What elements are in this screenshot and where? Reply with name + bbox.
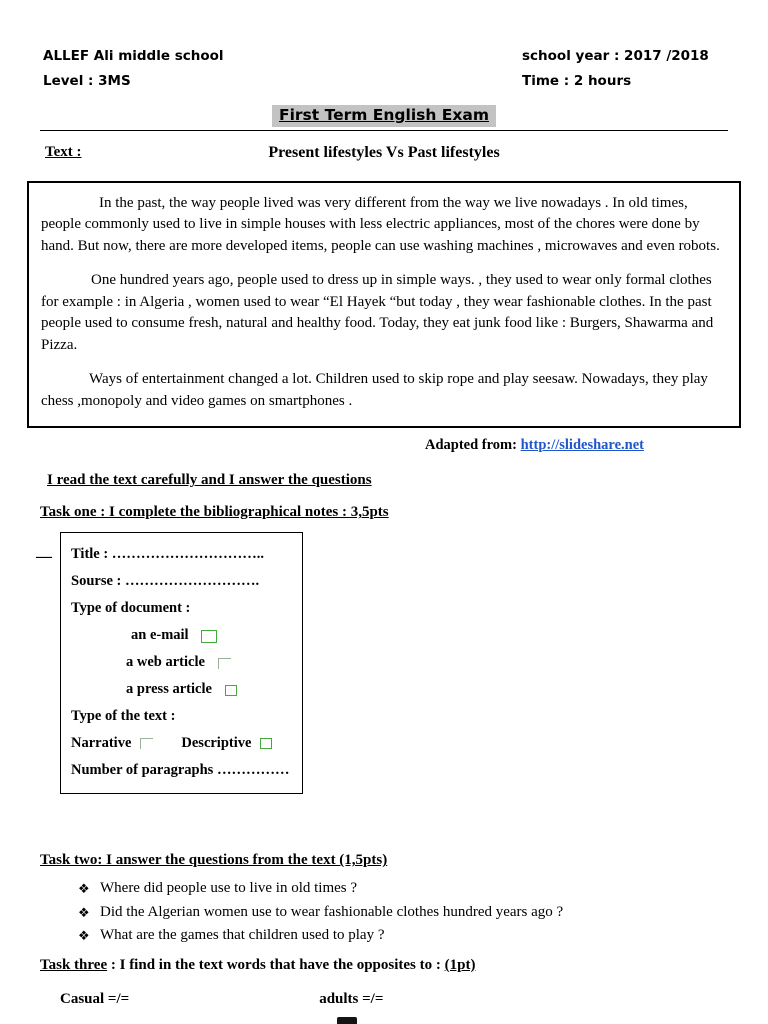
task-three-points: (1pt)	[444, 956, 476, 973]
adapted-from-label: Adapted from:	[425, 437, 517, 454]
text-type-label: Type of the text :	[71, 708, 176, 725]
task-three-label: Task three	[40, 956, 108, 973]
press-article-option-label: a press article	[126, 681, 212, 698]
bibliography-section	[0, 532, 768, 794]
descriptive-checkbox[interactable]	[260, 738, 272, 749]
question-text: What are the games that children used to play ?	[100, 927, 385, 944]
question-row	[78, 925, 768, 947]
passage-paragraph-3: Ways of entertainment changed a lot. Children used to skip rope and play seesaw. Nowadays, they play chess ,monopoly and video games on smartphones .	[41, 371, 708, 409]
header-left	[43, 44, 224, 94]
task-one-heading: Task one : I complete the bibliographical notes : 3,5pts	[40, 504, 389, 521]
bibliography-box	[60, 532, 303, 794]
passage-paragraph-1: In the past, the way people lived was very different from the way we live nowadays . In old times, people commonly used to live in simple houses with less electric appliances, most of the chores were done by hand. But now, there are more developed items, people can use washing machines , microwaves and even robots.	[41, 194, 720, 254]
passage-paragraph-2: One hundred years ago, people used to dress up in simple ways. , they used to wear only formal clothes for example : in Algeria , women used to wear “El Hayek “but today , they wear fashionable clothes. In the past people used to consume fresh, natural and healthy food. Today, they eat junk food like : Burgers, Shawarma and Pizza.	[41, 272, 714, 353]
opposites-row	[0, 991, 768, 1008]
option-web-article	[126, 653, 294, 671]
page-bottom-artifact	[337, 1017, 357, 1024]
reading-instruction: I read the text carefully and I answer the questions	[47, 472, 372, 489]
exam-time: Time : 2 hours	[522, 72, 632, 89]
passage-box	[27, 181, 741, 429]
school-name: ALLEF Ali middle school	[43, 48, 224, 64]
title-divider	[40, 130, 728, 131]
email-checkbox[interactable]	[201, 630, 217, 643]
level-label: Level : 3MS	[43, 72, 131, 89]
diamond-bullet-icon: ❖	[78, 904, 90, 920]
doc-type-label: Type of document :	[71, 600, 191, 617]
web-article-option-label: a web article	[126, 654, 205, 671]
source-fill-line: Sourse : ……………………….	[71, 573, 260, 590]
diamond-bullet-icon: ❖	[78, 881, 90, 897]
task-three-heading	[40, 957, 768, 974]
page-header	[0, 0, 768, 94]
question-row	[78, 902, 768, 924]
text-heading-line	[0, 144, 768, 168]
option-press-article	[126, 680, 294, 698]
passage-title: Present lifestyles Vs Past lifestyles	[268, 143, 500, 161]
option-email	[131, 626, 294, 644]
press-article-checkbox[interactable]	[225, 685, 237, 696]
stray-dash-mark: —	[36, 548, 52, 566]
source-line	[425, 437, 768, 454]
email-option-label: an e-mail	[131, 627, 189, 644]
casual-opposite-prompt: Casual =/=	[60, 990, 130, 1007]
task-two-heading: Task two: I answer the questions from the text (1,5pts)	[40, 852, 388, 869]
title-wrap	[0, 105, 768, 127]
narrative-option-label: Narrative	[71, 735, 132, 752]
question-text: Did the Algerian women use to wear fashionable clothes hundred years ago ?	[100, 903, 564, 920]
descriptive-option-label: Descriptive	[181, 735, 252, 752]
text-type-options	[71, 734, 294, 752]
adults-opposite-prompt: adults =/=	[319, 990, 384, 1007]
exam-title: First Term English Exam	[272, 105, 496, 127]
slideshare-link[interactable]: http://slideshare.net	[520, 437, 644, 454]
school-year: school year : 2017 /2018	[522, 48, 709, 64]
header-right	[522, 44, 718, 94]
paragraph-count-line: Number of paragraphs ……………	[71, 762, 290, 779]
title-fill-line: Title : …………………………..	[71, 546, 265, 563]
task-three-text: : I find in the text words that have the opposites to :	[107, 956, 445, 973]
web-article-checkbox[interactable]	[218, 658, 231, 669]
question-text: Where did people use to live in old times ?	[100, 880, 358, 897]
task-two-questions	[0, 878, 768, 947]
text-label: Text :	[45, 143, 82, 160]
narrative-checkbox[interactable]	[140, 738, 153, 749]
question-row	[78, 878, 768, 900]
diamond-bullet-icon: ❖	[78, 928, 90, 944]
